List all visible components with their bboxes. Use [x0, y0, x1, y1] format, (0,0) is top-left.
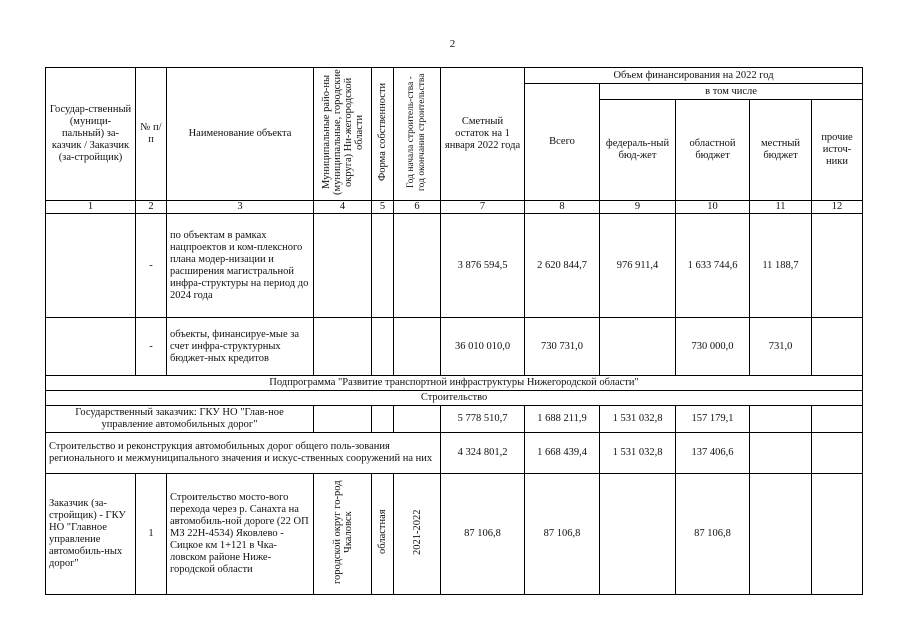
regional-value: 157 179,1 [676, 406, 750, 433]
header-financing: Объем финансирования на 2022 год [525, 68, 863, 84]
col-number: 7 [441, 201, 525, 214]
total-value: 1 668 439,4 [525, 433, 600, 474]
object-name: Строительство мосто-вого перехода через р. Санахта на автомобиль-ной дороге (22 ОП МЗ 22Н-4534) Яковлево - Сицкое км 1+121 в Чка-ловском районе Ниже-городской области [167, 474, 314, 595]
col-number: 3 [167, 201, 314, 214]
col-number: 5 [372, 201, 394, 214]
table-row [46, 318, 863, 376]
federal-value: 1 531 032,8 [600, 433, 676, 474]
row-ownership: областная [377, 509, 388, 555]
header-remainder: Сметный остаток на 1 января 2022 года [441, 68, 525, 201]
header-other: прочие источ-ники [812, 100, 863, 201]
col-number: 2 [136, 201, 167, 214]
object-name: объекты, финансируе-мые за счет инфра-структурных бюджет-ных кредитов [167, 318, 314, 376]
remainder-value: 3 876 594,5 [441, 214, 525, 318]
regional-value: 87 106,8 [676, 474, 750, 595]
total-value: 1 688 211,9 [525, 406, 600, 433]
total-value: 87 106,8 [525, 474, 600, 595]
col-number: 11 [750, 201, 812, 214]
remainder-value: 87 106,8 [441, 474, 525, 595]
row-years: 2021-2022 [411, 509, 423, 555]
header-local: местный бюджет [750, 100, 812, 201]
row-customer: Заказчик (за-стройщик) - ГКУ НО "Главное управление автомобиль-ных дорог" [46, 474, 136, 595]
col-number: 8 [525, 201, 600, 214]
header-total: Всего [525, 84, 600, 201]
federal-value: 976 911,4 [600, 214, 676, 318]
row-num: - [136, 318, 167, 376]
col-number: 4 [314, 201, 372, 214]
header-ownership: Форма собственности [377, 82, 388, 182]
construction-heading: Строительство [46, 391, 863, 406]
header-including: в том числе [600, 84, 863, 100]
local-value: 731,0 [750, 318, 812, 376]
regional-value: 137 406,6 [676, 433, 750, 474]
financing-table [45, 67, 863, 595]
table-row [46, 433, 863, 474]
total-value: 730 731,0 [525, 318, 600, 376]
row-district: городской округ го-род Чкаловск [331, 480, 354, 584]
table-row [46, 474, 863, 595]
header-customer: Государ-ственный (муници-пальный) за-казчик / Заказчик (за-стройщик) [46, 68, 136, 201]
table-row [46, 214, 863, 318]
subprogram-title: Подпрограмма "Развитие транспортной инфраструктуры Нижегородской области" [46, 376, 863, 391]
object-name: по объектам в рамках нацпроектов и ком-плексного плана модер-низации и расширения магистральной инфра-структуры на период до 2024 года [167, 214, 314, 318]
page-number: 2 [449, 38, 456, 50]
roads-label: Строительство и реконструкция автомобильных дорог общего поль-зования регионального и межмуниципального значения и искус-ственных сооружений на них [46, 433, 441, 474]
row-num: - [136, 214, 167, 318]
federal-value: 1 531 032,8 [600, 406, 676, 433]
regional-value: 730 000,0 [676, 318, 750, 376]
header-name: Наименование объекта [167, 68, 314, 201]
col-number: 1 [46, 201, 136, 214]
local-value: 11 188,7 [750, 214, 812, 318]
remainder-value: 5 778 510,7 [441, 406, 525, 433]
col-number: 6 [394, 201, 441, 214]
remainder-value: 36 010 010,0 [441, 318, 525, 376]
remainder-value: 4 324 801,2 [441, 433, 525, 474]
col-number: 9 [600, 201, 676, 214]
header-years: Год начала строитель-ства - год окончания строительства [406, 73, 427, 191]
regional-value: 1 633 744,6 [676, 214, 750, 318]
header-federal: федераль-ный бюд-жет [600, 100, 676, 201]
total-value: 2 620 844,7 [525, 214, 600, 318]
header-regional: областной бюджет [676, 100, 750, 201]
header-district: Муниципальные райо-ны (муниципальные, городские округа) Ни-жегородской области [320, 69, 365, 195]
row-num: 1 [136, 474, 167, 595]
table-row [46, 406, 863, 433]
col-number: 12 [812, 201, 863, 214]
col-number: 10 [676, 201, 750, 214]
state-customer-label: Государственный заказчик: ГКУ НО "Глав-ное управление автомобильных дорог" [46, 406, 314, 433]
header-num: № п/п [136, 68, 167, 201]
